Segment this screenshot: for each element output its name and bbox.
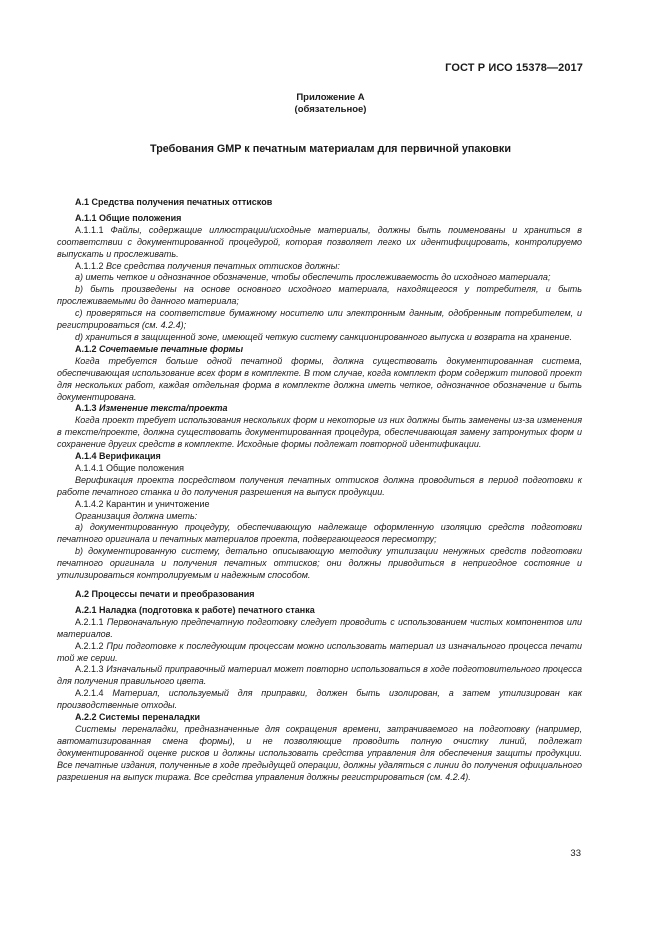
paragraph-text: A.1.4.1 Общие положения: [75, 462, 184, 473]
paragraph: [57, 688, 582, 712]
paragraph-text: Первоначальную предпечатную подготовку следует проводить с использованием чистых компонентов или материалов.: [57, 616, 582, 639]
paragraph: [57, 499, 582, 511]
paragraph-text: Верификация проекта посредством получения печатных оттисков должна проводиться в период подготовки к работе печатного станка и до получения разрешения на выпуск продукции.: [57, 474, 582, 497]
paragraph: [57, 356, 582, 404]
appendix-subtitle: (обязательное): [294, 104, 367, 115]
paragraph-text: Изменение текста/проекта: [99, 403, 228, 414]
paragraph-text: Все средства получения печатных оттисков должны:: [106, 260, 340, 271]
page-number: 33: [570, 848, 581, 859]
paragraph-text: a) документированную процедуру, обеспечивающую надлежаще оформленную изоляцию средств подготовки печатного оригинала и печатных материалов проекта, подвергающегося пересмотру;: [57, 522, 582, 545]
paragraph: [57, 475, 582, 499]
paragraph-number: A.1.3: [75, 403, 100, 414]
paragraph: [57, 522, 582, 546]
paragraph-text: Организация должна иметь:: [75, 510, 198, 521]
paragraph: [57, 197, 582, 209]
paragraph: [57, 261, 582, 273]
paragraph-text: Когда требуется больше одной печатной формы, должна существовать документированная система, обеспечивающая использование всех форм в комплекте. В том случае, когда комплект форм содержит типовой проект для нескольких работ, каждая отдельная форма в комплекте должна иметь четкое, однозначное обозначение и быть документирована.: [57, 355, 582, 402]
paragraph: [57, 511, 582, 523]
appendix-title: Приложение А: [296, 92, 365, 103]
paragraph-number: A.2.1.1: [75, 616, 107, 627]
paragraph: [57, 415, 582, 451]
paragraph-text: A.2.2 Системы переналадки: [75, 712, 201, 723]
paragraph-text: b) документированную систему, детально описывающую методику утилизации ненужных средств подготовки печатного оригинала и получения печатных оттисков; они должны приводиться в непригодное состояние и утилизироваться контролируемым и надежным способом.: [57, 546, 582, 581]
paragraph: [57, 344, 582, 356]
paragraph: [57, 664, 582, 688]
paragraph-number: A.2.1.2: [75, 640, 107, 651]
paragraph: [57, 546, 582, 582]
paragraph: [57, 284, 582, 308]
paragraph: [57, 641, 582, 665]
paragraph-text: d) храниться в защищенной зоне, имеющей четкую систему санкционированного выпуска и возврата на хранение.: [75, 331, 572, 342]
paragraph-number: A.2.1.4: [75, 688, 113, 699]
paragraph: [57, 463, 582, 475]
appendix-heading: [0, 92, 661, 116]
paragraph-text: Изначальный приправочный материал может повторно использоваться в ходе подготовительного процесса для получения правильного цвета.: [57, 664, 582, 687]
paragraph-text: Системы переналадки, предназначенные для сокращения времени, затрачиваемого на подготовку (например, автоматизированная смена формы), и не позволяющие проводить полную очистку линий, подлежат документированной оценке рисков и должны использовать средства управления для обеспечения защиты продукции. Все печатные издания, полученные в ходе предыдущей операции, должны удаляться с линии до получения официального разрешения на выпуск тиража. Все средства управления должны регистрироваться (см. 4.2.4).: [57, 723, 582, 782]
paragraph: [57, 213, 582, 225]
paragraph-text: Сочетаемые печатные формы: [99, 343, 244, 354]
paragraph: [57, 712, 582, 724]
paragraph-text: A.2.1 Наладка (подготовка к работе) печатного станка: [75, 604, 315, 615]
paragraph: [57, 589, 582, 601]
paragraph: [57, 308, 582, 332]
paragraph: [57, 403, 582, 415]
paragraph-text: A.1.1 Общие положения: [75, 212, 182, 223]
paragraph-text: b) быть произведены на основе основного исходного материала, находящегося у потребителя, и быть прослеживаемыми до данного материала;: [57, 284, 582, 307]
paragraph-text: Файлы, содержащие иллюстрации/исходные материалы, должны быть поименованы и храниться в соответствии с документированной процедурой, которая позволяет легко их идентифицировать, контролируемо выпускать и прослеживать.: [57, 224, 582, 259]
paragraph-text: a) иметь четкое и однозначное обозначение, чтобы обеспечить прослеживаемость до исходного материала;: [75, 272, 551, 283]
paragraph-number: A.1.2: [75, 343, 100, 354]
paragraph-text: Когда проект требует использования нескольких форм и некоторые из них должны быть заменены из-за изменения в тексте/проекте, должна существовать документированная процедура, обеспечивающая замену затронутых форм и сохранение других средств в комплекте. Исходные формы подлежат повторной идентификации.: [57, 415, 582, 450]
paragraph: [57, 605, 582, 617]
paragraph-text: A.2 Процессы печати и преобразования: [75, 589, 255, 599]
paragraph: [57, 272, 582, 284]
paragraph-text: c) проверяться на соответствие бумажному носителю или электронным данным, одобренным потребителем, и регистрироваться (см. 4.2.4);: [57, 308, 582, 331]
standard-header: ГОСТ Р ИСО 15378—2017: [445, 62, 583, 74]
paragraph-text: A.1.4.2 Карантин и уничтожение: [75, 498, 210, 509]
paragraph-number: A.1.1.1: [75, 224, 111, 235]
paragraph: [57, 225, 582, 261]
paragraph: [57, 451, 582, 463]
paragraph-number: A.1.1.2: [75, 260, 107, 271]
document-title: Требования GMP к печатным материалам для первичной упаковки: [150, 143, 511, 155]
paragraph-text: Материал, используемый для приправки, должен быть изолирован, а затем утилизирован как производственные отходы.: [57, 688, 582, 711]
paragraph-number: A.2.1.3: [75, 664, 107, 675]
paragraph: [57, 332, 582, 344]
paragraph-text: При подготовке к последующим процессам можно использовать материал из изначального процесса печати той же серии.: [57, 640, 582, 663]
document-body: [57, 197, 582, 784]
paragraph: [57, 617, 582, 641]
paragraph: [57, 724, 582, 784]
paragraph-text: A.1 Средства получения печатных оттисков: [75, 197, 273, 207]
paragraph-text: A.1.4 Верификация: [75, 451, 161, 462]
